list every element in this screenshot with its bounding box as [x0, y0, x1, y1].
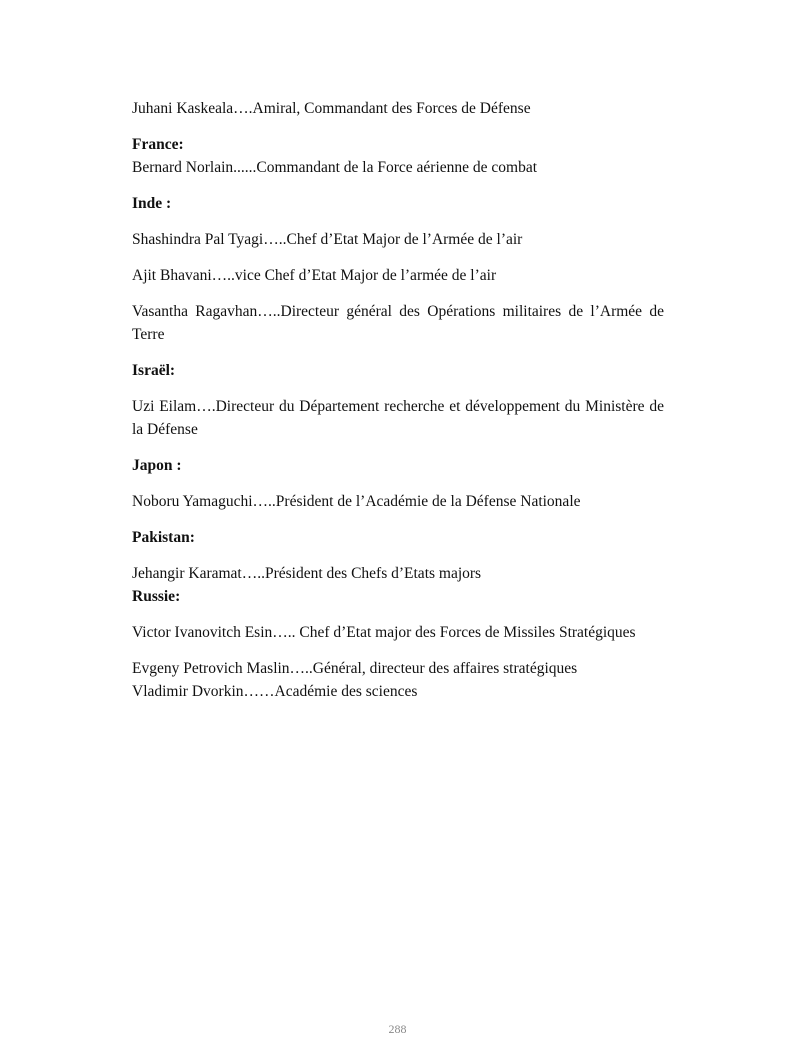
entry-norlain: Bernard Norlain......Commandant de la Force aérienne de combat: [132, 159, 538, 176]
entry-yamaguchi: Noboru Yamaguchi…..Président de l’Académie de la Défense Nationale: [132, 493, 581, 510]
entry-eilam: Uzi Eilam….Directeur du Département recherche et développement du Ministère de la Défense: [132, 398, 664, 438]
heading-france: France:: [132, 136, 184, 153]
entry-karamat: Jehangir Karamat…..Président des Chefs d’Etats majors: [132, 565, 482, 582]
entry-bhavani: Ajit Bhavani…..vice Chef d’Etat Major de l’armée de l’air: [132, 267, 497, 284]
page-number: 288: [388, 1022, 407, 1036]
entry-kaskeala: Juhani Kaskeala….Amiral, Commandant des Forces de Défense: [132, 100, 531, 117]
heading-inde: Inde :: [132, 195, 172, 212]
heading-israel: Israël:: [132, 362, 176, 379]
entry-dvorkin: Vladimir Dvorkin……Académie des sciences: [132, 683, 418, 700]
entry-tyagi: Shashindra Pal Tyagi…..Chef d’Etat Major de l’Armée de l’air: [132, 231, 523, 248]
entry-ragavhan: Vasantha Ragavhan…..Directeur général des Opérations militaires de l’Armée de Terre: [132, 303, 664, 343]
entry-maslin: Evgeny Petrovich Maslin…..Général, directeur des affaires stratégiques: [132, 660, 578, 677]
heading-russie: Russie:: [132, 588, 181, 605]
entry-esin: Victor Ivanovitch Esin….. Chef d’Etat major des Forces de Missiles Stratégiques: [132, 624, 636, 641]
document-body: [132, 97, 664, 716]
heading-japon: Japon :: [132, 457, 182, 474]
heading-pakistan: Pakistan:: [132, 529, 195, 546]
